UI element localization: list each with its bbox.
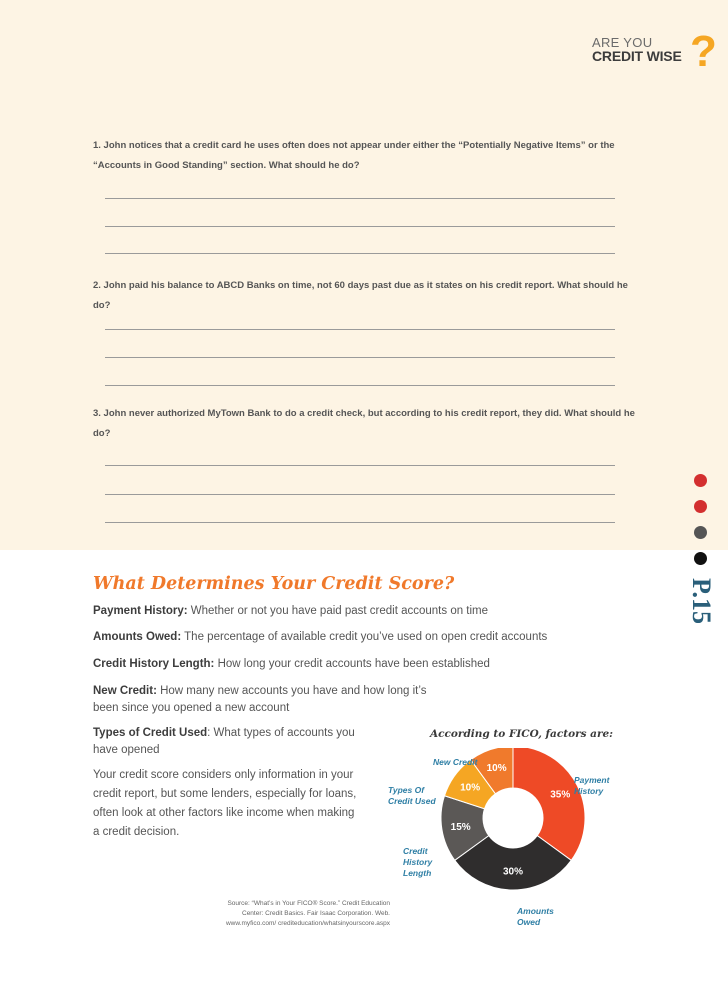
definition-desc: The percentage of available credit you’ve used on open credit accounts (181, 631, 548, 643)
page-number-text: P.15 (687, 578, 716, 624)
question-1: 1. John notices that a credit card he uses often does not appear under either the “Potentially Negative Items” or the “Accounts in Good Standing” section. What should he do? (93, 140, 615, 171)
definition-desc: : What types of accounts you have opened (93, 727, 355, 756)
definition-amounts-owed (93, 629, 653, 646)
question-2: 2. John paid his balance to ABCD Banks on time, not 60 days past due as it states on his credit report. What should he do? (93, 280, 628, 311)
pct-label-types-of-credit-used: 10% (460, 782, 481, 794)
answer-line[interactable] (105, 465, 615, 466)
pct-label-payment-history: 35% (550, 789, 571, 801)
brand-line-2: CREDIT WISE (592, 48, 682, 64)
category-label-types-of-credit-used: Types Of Credit Used (388, 785, 436, 806)
definition-term: Payment History: (93, 605, 188, 617)
definition-term: Amounts Owed: (93, 631, 182, 643)
pct-label-credit-history-length: 15% (450, 821, 471, 833)
chart-title: According to FICO, factors are: (430, 728, 614, 740)
question-3: 3. John never authorized MyTown Bank to do a credit check, but according to his credit report, they did. What should he do? (93, 408, 635, 439)
body-paragraph: Your credit score considers only information in your credit report, but some lenders, especially for loans, often look at other factors like income when making a credit decision. (93, 769, 357, 838)
definition-credit-history-length (93, 656, 633, 673)
page-dots (694, 474, 707, 578)
page-number (686, 571, 716, 631)
red-dot (694, 474, 707, 487)
answer-line[interactable] (105, 357, 615, 358)
gray-dot (694, 526, 707, 539)
answer-line[interactable] (105, 226, 615, 227)
slice-payment-history (513, 748, 585, 860)
definition-payment-history (93, 603, 633, 620)
answer-line[interactable] (105, 329, 615, 330)
answer-line[interactable] (105, 522, 615, 523)
fico-donut-chart (388, 748, 628, 938)
category-label-amounts-owed: Amounts Owed (517, 906, 554, 927)
definition-term: Credit History Length: (93, 658, 215, 670)
red-dot (694, 500, 707, 513)
answer-line[interactable] (105, 494, 615, 495)
answer-line[interactable] (105, 385, 615, 386)
definition-desc: Whether or not you have paid past credit accounts on time (187, 605, 489, 617)
pct-label-amounts-owed: 30% (502, 866, 524, 878)
definition-desc: How long your credit accounts have been established (214, 658, 490, 670)
definition-desc: How many new accounts you have and how long it’s been since you opened a new account (93, 685, 427, 714)
category-label-new-credit: New Credit (433, 757, 478, 767)
black-dot (694, 552, 707, 565)
definition-new-credit (93, 683, 443, 717)
definition-term: Types of Credit Used (93, 727, 208, 739)
category-label-payment-history: Payment History (574, 775, 610, 796)
pct-label-new-credit: 10% (486, 763, 507, 775)
section-title: What Determines Your Credit Score? (93, 574, 455, 594)
brand-question-mark: ? (690, 27, 717, 76)
category-label-credit-history-length: Credit History Length (403, 846, 433, 878)
answer-line[interactable] (105, 198, 615, 199)
definition-term: New Credit: (93, 685, 157, 697)
brand-logo (592, 27, 717, 76)
answer-line[interactable] (105, 253, 615, 254)
brand-line-1: ARE YOU (592, 35, 653, 50)
source-citation: Source: “What’s in Your FICO® Score.” Credit Education Center: Credit Basics. Fair Isaac Corporation. Web. www.myfico.com/ crediteducation/whatsinyourscore.aspx (225, 900, 390, 927)
definition-types-of-credit (93, 725, 363, 759)
